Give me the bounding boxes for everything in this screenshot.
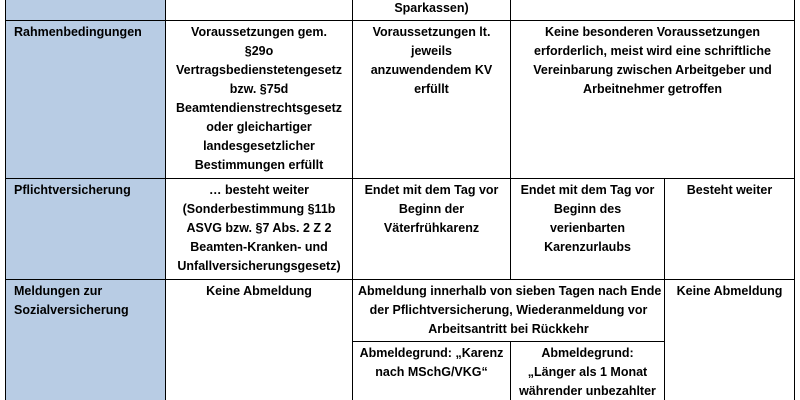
cell-line: der Pflichtversicherung, Wiederanmeldung vor <box>369 303 648 317</box>
cell-line: Endet mit dem Tag vor <box>364 183 499 197</box>
cell-grund-col3 <box>353 342 511 400</box>
cell-line: „Länger als 1 Monat <box>527 365 648 379</box>
cell-rahmen-col3 <box>353 21 511 179</box>
cell-line: bzw. §75d <box>229 82 289 96</box>
cell-line: Voraussetzungen gem. <box>191 25 327 39</box>
cell-rahmen-col2 <box>166 21 353 179</box>
cell-line: währender unbezahlter <box>519 384 656 398</box>
cell-grund-col4 <box>511 342 665 400</box>
table-row-meldungen <box>6 280 795 342</box>
cell-pflicht-col2 <box>166 179 353 280</box>
row-head-label: Pflichtversicherung <box>14 183 131 197</box>
cell-rahmen-col45 <box>511 21 795 179</box>
cell-line: oder gleichartiger <box>206 120 312 134</box>
cell-line: nach MSchG/VKG“ <box>375 365 488 379</box>
cell-pflicht-col3 <box>353 179 511 280</box>
cell-top-col2 <box>166 0 353 21</box>
table-row-pflichtversicherung <box>6 179 795 280</box>
row-head-rahmenbedingungen <box>6 21 166 179</box>
cell-line: Unfallversicherungsgesetz) <box>177 259 341 273</box>
cell-line: erfüllt <box>414 82 449 96</box>
cell-pflicht-col5 <box>665 179 795 280</box>
row-head-empty <box>6 0 166 21</box>
cell-line: Abmeldung innerhalb von sieben Tagen nach Ende <box>358 284 662 298</box>
cell-line: §29o <box>244 44 274 58</box>
cell-line: Endet mit dem Tag vor <box>520 183 655 197</box>
cell-line: Keine Abmeldung <box>676 284 783 298</box>
cell-line: Abmeldegrund: <box>541 346 634 360</box>
row-head-label: Sozialversicherung <box>14 303 129 317</box>
cell-line: Vertragsbedienstetengesetz <box>175 63 343 77</box>
row-head-label: Rahmenbedingungen <box>14 25 142 39</box>
cell-line: Arbeitnehmer getroffen <box>583 82 722 96</box>
cell-pflicht-col4 <box>511 179 665 280</box>
cell-line: Sparkassen) <box>394 1 469 15</box>
cell-line: Beamtendienstrechtsgesetz <box>175 101 343 115</box>
table-row-top <box>6 0 795 21</box>
cell-line: Karenzurlaubs <box>544 240 631 254</box>
cell-line: Väterfrühkarenz <box>383 221 480 235</box>
comparison-table <box>5 0 795 400</box>
cell-line: Keine besonderen Voraussetzungen <box>544 25 761 39</box>
cell-line: landesgesetzlicher <box>203 139 315 153</box>
row-head-pflichtversicherung <box>6 179 166 280</box>
cell-line: (Sonderbestimmung §11b <box>182 202 336 216</box>
cell-line: verienbarten <box>549 221 626 235</box>
cell-meldung-col5 <box>665 280 795 400</box>
row-head-label: Meldungen zur <box>14 284 103 298</box>
cell-line: erforderlich, meist wird eine schriftliche <box>534 44 771 58</box>
cell-line: … besteht weiter <box>208 183 310 197</box>
cell-top-col3 <box>353 0 511 21</box>
cell-line: Beginn des <box>553 202 622 216</box>
cell-line: Beamten-Kranken- und <box>190 240 328 254</box>
cell-top-col45 <box>511 0 795 21</box>
cell-line: Abmeldegrund: „Karenz <box>359 346 504 360</box>
cell-line: ASVG bzw. §7 Abs. 2 Z 2 <box>186 221 332 235</box>
row-head-meldungen <box>6 280 166 400</box>
cell-line: Vereinbarung zwischen Arbeitgeber und <box>533 63 772 77</box>
cell-line: Voraussetzungen lt. <box>372 25 491 39</box>
cell-line: jeweils <box>411 44 452 58</box>
cell-line: Beginn der <box>398 202 465 216</box>
table-row-rahmenbedingungen <box>6 21 795 179</box>
cell-meldung-col2 <box>166 280 353 400</box>
cell-line: Besteht weiter <box>686 183 773 197</box>
cell-line: anzuwendendem KV <box>370 63 493 77</box>
cell-line: Arbeitsantritt bei Rückkehr <box>428 322 589 336</box>
cell-line: Keine Abmeldung <box>206 284 312 298</box>
cell-line: Bestimmungen erfüllt <box>194 158 324 172</box>
cell-meldung-col34 <box>353 280 665 342</box>
